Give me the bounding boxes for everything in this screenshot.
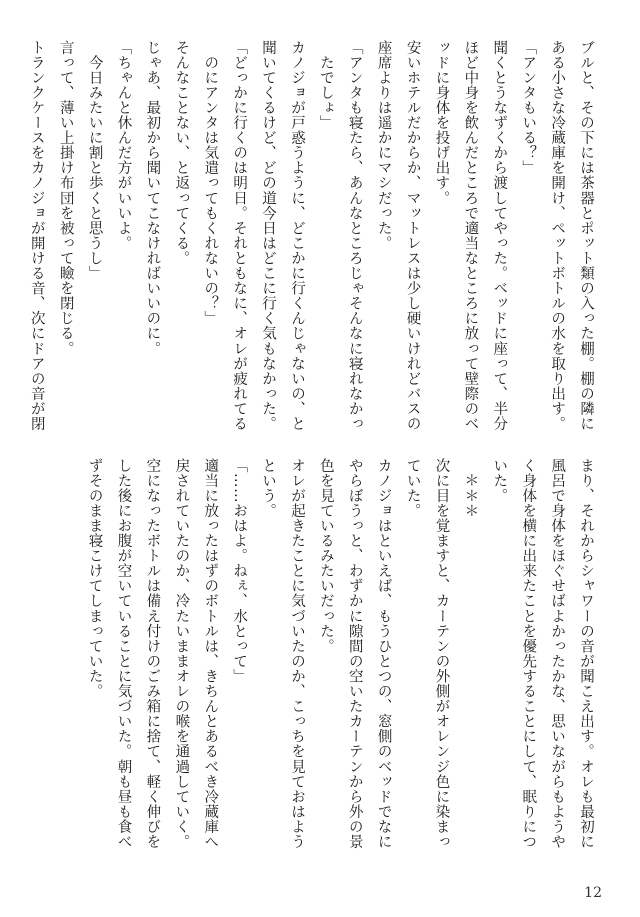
text-line: 言って、薄い上掛け布団を被って瞼を閉じる。 bbox=[57, 40, 74, 357]
text-line: ブルと、その下には茶器とポット類の入った棚。棚の隣に bbox=[578, 40, 594, 432]
text-line: 「……おはよ。ねぇ、水とって」 bbox=[231, 458, 248, 684]
text-line: 色を見ているみたいだった。 bbox=[317, 458, 334, 654]
text-line: じゃあ、最初から聞いてこなければいいのに。 bbox=[144, 40, 161, 357]
text-line: やらぼうっと、わずかに隙間の空いたカーテンから外の景 bbox=[346, 458, 363, 850]
text-line: 今日みたいに割と歩くと思うし」 bbox=[86, 40, 103, 281]
text-line: ほど中身を飲んだところで適当なところに放って壁際のベ bbox=[462, 40, 479, 432]
text-line: そんなことない、と返ってくる。 bbox=[173, 40, 190, 266]
text-line: 「アンタもいる？」 bbox=[520, 40, 537, 176]
lower-text-block bbox=[48, 458, 600, 850]
text-line: カノジョが戸惑うように、どこかに行くんじゃないの、と bbox=[288, 40, 305, 432]
text-line: 「ちゃんと休んだ方がいいよ。 bbox=[115, 40, 132, 251]
text-line: 「どっかに行くのは明日。それともなに、オレが疲れてる bbox=[231, 40, 248, 432]
text-line: カノジョはといえば、もうひとつの、窓側のベッドでなに bbox=[375, 458, 392, 850]
text-line: 風呂で身体をほぐせばよかったかな、思いながらもようや bbox=[549, 458, 566, 850]
text-line: トランクケースをカノジョが開ける音、次にドアの音が閉 bbox=[28, 40, 45, 432]
text-line: 戻されていたのか、冷たいままオレの喉を通過していく。 bbox=[173, 458, 190, 850]
text-line: のにアンタは気遣ってもくれないの？」 bbox=[202, 40, 219, 326]
text-line: 空になったボトルは備え付けのごみ箱に捨て、軽く伸びを bbox=[144, 458, 161, 850]
text-line: ある小さな冷蔵庫を開け、ペットボトルの水を取り出す。 bbox=[549, 40, 566, 432]
page-number: 12 bbox=[584, 885, 602, 901]
text-line: たでしょ」 bbox=[317, 40, 334, 131]
text-line: いた。 bbox=[491, 458, 508, 504]
scene-break: ＊＊＊ bbox=[462, 458, 479, 519]
text-line: 適当に放ったはずのボトルは、きちんとあるべき冷蔵庫へ bbox=[202, 458, 219, 850]
text-line: した後にお腹が空いていることに気づいた。朝も昼も食べ bbox=[115, 458, 132, 850]
text-line: ていた。 bbox=[404, 458, 421, 519]
text-line: 聞くとうなずくから渡してやった。ベッドに座って、半分 bbox=[491, 40, 508, 432]
text-line: ずそのまま寝こけてしまっていた。 bbox=[86, 458, 103, 699]
text-line: という。 bbox=[260, 458, 277, 519]
text-line: く身体を横に出来たことを優先することにして、眠りにつ bbox=[520, 458, 537, 850]
text-line: 聞いてくるけど、どの道今日はどこに行く気もなかった。 bbox=[260, 40, 277, 432]
text-line: 座席よりは遥かにマシだった。 bbox=[375, 40, 392, 251]
text-line: オレが起きたことに気づいたのか、こっちを見ておはよう bbox=[288, 458, 305, 850]
text-line: 安いホテルだからか、マットレスは少し硬いけれどバスの bbox=[404, 40, 421, 432]
text-line: 「アンタも寝たら、あんなところじゃそんなに寝れなかっ bbox=[346, 40, 363, 432]
upper-text-block bbox=[28, 40, 600, 442]
text-line: まり、それからシャワーの音が聞こえ出す。オレも最初に bbox=[578, 458, 594, 850]
text-line: 次に目を覚ますと、カーテンの外側がオレンジ色に染まっ bbox=[433, 458, 450, 850]
text-line: ッドに身体を投げ出す。 bbox=[433, 40, 450, 206]
